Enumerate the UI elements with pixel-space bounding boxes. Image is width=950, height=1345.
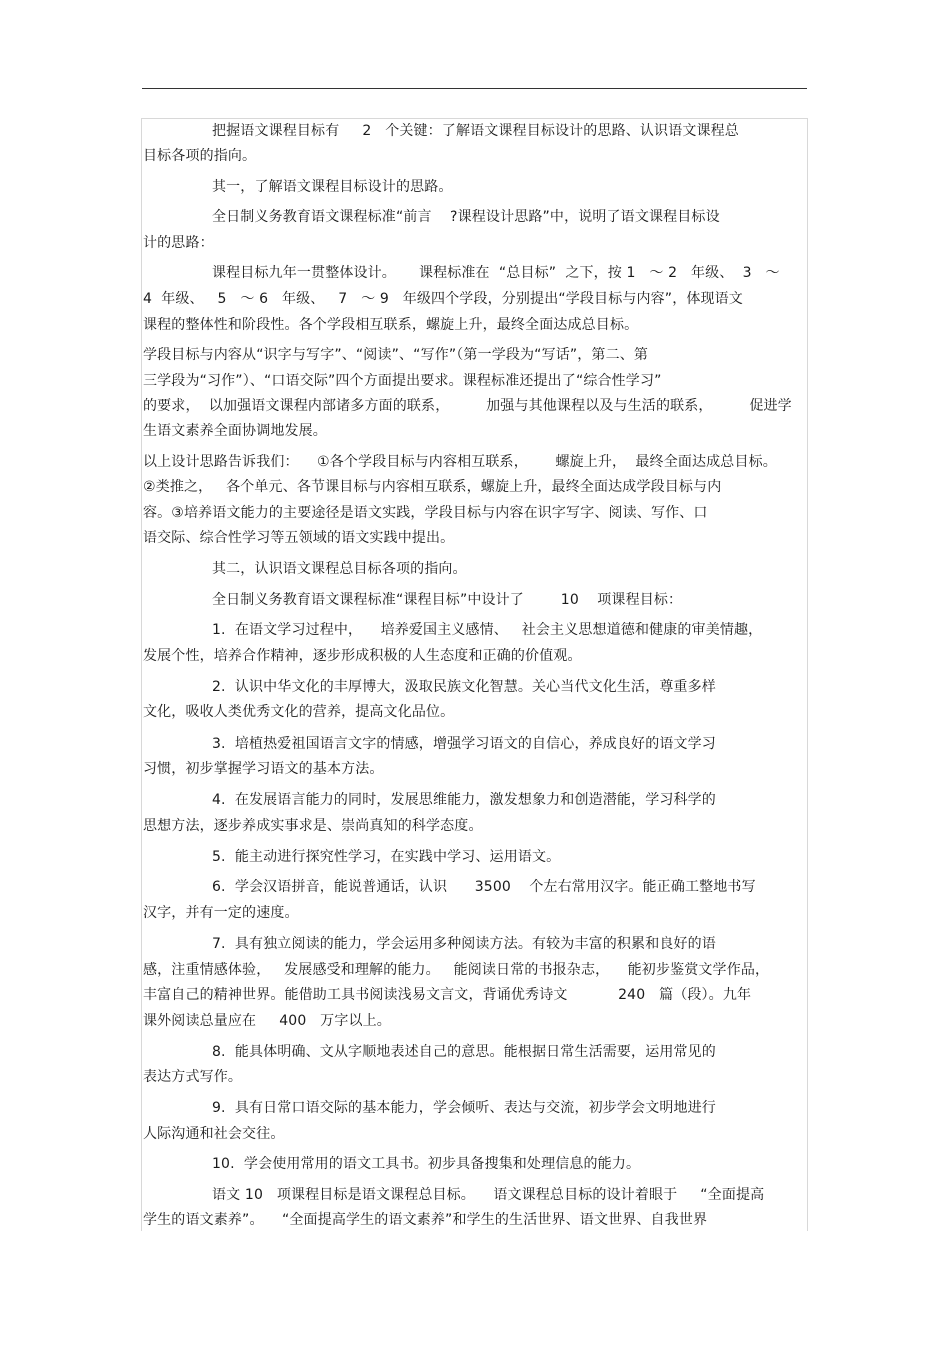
text-line: 5. 能主动进行探究性学习，在实践中学习、运用语文。 [212, 849, 561, 865]
text-line: 课程目标九年一贯整体设计。 课程标准在 “总目标” 之下，按 1 ～ 2 年级、 3 ～ [212, 265, 780, 281]
text-line: 10. 学会使用常用的语文工具书。初步具备搜集和处理信息的能力。 [212, 1156, 641, 1172]
text-line: 表达方式写作。 [143, 1069, 243, 1085]
text-line: 其二，认识语文课程总目标各项的指向。 [212, 561, 467, 577]
text-line: 的要求， 以加强语文课程内部诸多方面的联系， 加强与其他课程以及与生活的联系， 促进学 [143, 398, 792, 414]
text-line: 学生的语文素养”。 “全面提高学生的语文素养”和学生的生活世界、语文世界、自我世界 [143, 1212, 708, 1228]
text-line: 目标各项的指向。 [143, 148, 257, 164]
text-line: 全日制义务教育语文课程标准“前言 ?课程设计思路”中，说明了语文课程目标设 [212, 209, 720, 225]
text-line: ②类推之， 各个单元、各节课目标与内容相互联系，螺旋上升，最终全面达成学段目标与内 [143, 479, 722, 495]
text-line: 4 年级、 5 ～ 6 年级、 7 ～ 9 年级四个学段，分别提出“学段目标与内容”，体现语文 [143, 291, 743, 307]
text-line: 6. 学会汉语拼音，能说普通话，认识 3500 个左右常用汉字。能正确工整地书写 [212, 879, 756, 895]
text-frame [141, 118, 808, 1231]
text-line: 丰富自己的精神世界。能借助工具书阅读浅易文言文，背诵优秀诗文 240 篇（段）。九年 [143, 987, 752, 1003]
text-line: 三学段为“习作”）、“口语交际”四个方面提出要求。课程标准还提出了“综合性学习” [143, 373, 662, 389]
text-line: 2. 认识中华文化的丰厚博大，汲取民族文化智慧。关心当代文化生活，尊重多样 [212, 679, 716, 695]
text-line: 7. 具有独立阅读的能力，学会运用多种阅读方法。有较为丰富的积累和良好的语 [212, 936, 716, 952]
text-line: 语交际、综合性学习等五领域的语文实践中提出。 [143, 530, 455, 546]
text-line: 思想方法，逐步养成实事求是、崇尚真知的科学态度。 [143, 818, 483, 834]
text-line: 3. 培植热爱祖国语言文字的情感，增强学习语文的自信心，养成良好的语文学习 [212, 736, 716, 752]
text-line: 1. 在语文学习过程中， 培养爱国主义感情、 社会主义思想道德和健康的审美情趣， [212, 622, 763, 638]
text-line: 4. 在发展语言能力的同时，发展思维能力，激发想象力和创造潜能，学习科学的 [212, 792, 716, 808]
text-line: 学段目标与内容从“识字与写字”、“阅读”、“写作”（第一学段为“写话”，第二、第 [143, 347, 649, 363]
text-line: 9. 具有日常口语交际的基本能力，学会倾听、表达与交流，初步学会文明地进行 [212, 1100, 716, 1116]
header-rule [142, 88, 807, 89]
text-line: 课外阅读总量应在 400 万字以上。 [143, 1013, 391, 1029]
text-line: 感，注重情感体验， 发展感受和理解的能力。 能阅读日常的书报杂志， 能初步鉴赏文学作品， [143, 962, 770, 978]
text-line: 生语文素养全面协调地发展。 [143, 423, 327, 439]
text-line: 习惯，初步掌握学习语文的基本方法。 [143, 761, 384, 777]
text-line: 把握语文课程目标有 2 个关键：了解语文课程目标设计的思路、认识语文课程总 [212, 123, 739, 139]
text-line: 语文 10 项课程目标是语文课程总目标。 语文课程总目标的设计着眼于 “全面提高 [212, 1187, 765, 1203]
text-line: 全日制义务教育语文课程标准“课程目标”中设计了 10 项课程目标： [212, 592, 683, 608]
text-line: 人际沟通和社会交往。 [143, 1126, 285, 1142]
text-line: 计的思路： [143, 235, 214, 251]
text-line: 其一，了解语文课程目标设计的思路。 [212, 179, 453, 195]
text-line: 容。③培养语文能力的主要途径是语文实践，学段目标与内容在识字写字、阅读、写作、口 [143, 505, 708, 521]
text-line: 文化，吸收人类优秀文化的营养，提高文化品位。 [143, 704, 455, 720]
text-line: 8. 能具体明确、文从字顺地表述自己的意思。能根据日常生活需要，运用常见的 [212, 1044, 716, 1060]
text-line: 发展个性，培养合作精神，逐步形成积极的人生态度和正确的价值观。 [143, 648, 582, 664]
text-line: 以上设计思路告诉我们： ①各个学段目标与内容相互联系， 螺旋上升， 最终全面达成总目标。 [143, 454, 777, 470]
text-line: 汉字，并有一定的速度。 [143, 905, 299, 921]
text-line: 课程的整体性和阶段性。各个学段相互联系，螺旋上升，最终全面达成总目标。 [143, 317, 639, 333]
